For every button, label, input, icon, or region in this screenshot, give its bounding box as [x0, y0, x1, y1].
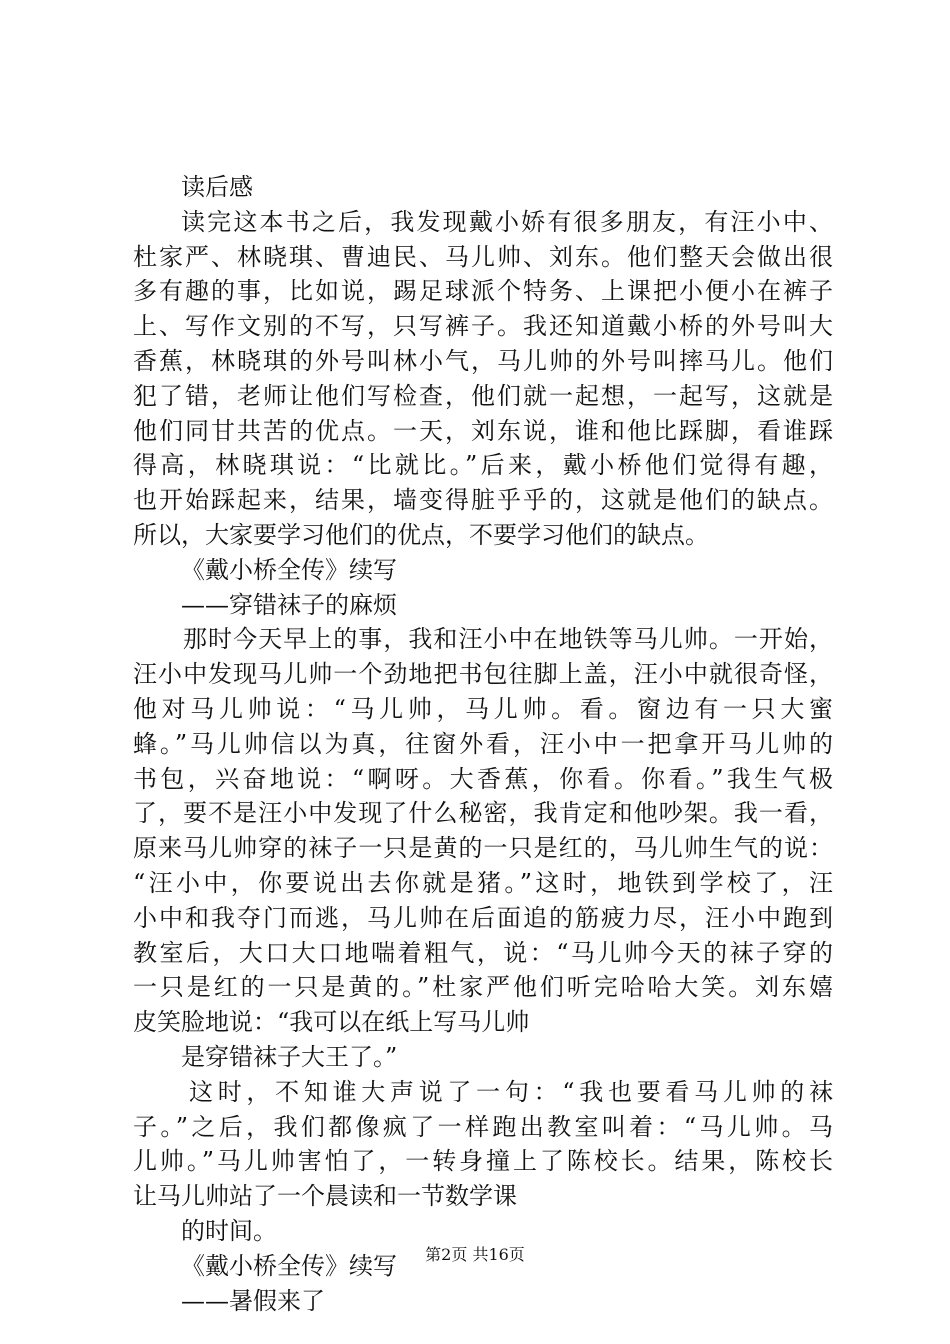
- section-subtitle: ——穿错袜子的麻烦: [181, 590, 397, 619]
- paragraph-line: 读完这本书之后，我发现戴小娇有很多朋友，有汪小中、: [181, 207, 833, 236]
- paragraph-line: 让马儿帅站了一个晨读和一节数学课: [133, 1182, 517, 1211]
- paragraph-line: 是穿错袜子大王了。”: [181, 1042, 398, 1071]
- paragraph-line: 香蕉，林晓琪的外号叫林小气，马儿帅的外号叫摔马儿。他们: [133, 346, 833, 375]
- page-number-footer: 第2页 共16页: [425, 1245, 525, 1264]
- paragraph-line: 汪小中发现马儿帅一个劲地把书包往脚上盖，汪小中就很奇怪，: [133, 660, 833, 689]
- document-body: [133, 170, 833, 1318]
- paragraph-line: 那时今天早上的事，我和汪小中在地铁等马儿帅。一开始，: [183, 625, 833, 654]
- paragraph-line: “汪小中，你要说出去你就是猪。”这时，地铁到学校了，汪: [133, 868, 833, 897]
- paragraph-line: 原来马儿帅穿的袜子一只是黄的一只是红的，马儿帅生气的说：: [133, 834, 833, 863]
- paragraph-line: 皮笑脸地说：“我可以在纸上写马儿帅: [133, 1008, 530, 1037]
- paragraph-line: 书包，兴奋地说：“啊呀。大香蕉，你看。你看。”我生气极: [133, 764, 833, 793]
- paragraph-line: 所以，大家要学习他们的优点，不要学习他们的缺点。: [133, 520, 709, 549]
- paragraph-line: 子。”之后，我们都像疯了一样跑出教室叫着：“马儿帅。马: [133, 1112, 833, 1141]
- paragraph-line: 多有趣的事，比如说，踢足球派个特务、上课把小便小在裤子: [133, 277, 833, 306]
- paragraph-line: 儿帅。”马儿帅害怕了，一转身撞上了陈校长。结果，陈校长: [133, 1147, 833, 1176]
- paragraph-line: 上、写作文别的不写，只写裤子。我还知道戴小桥的外号叫大: [133, 312, 833, 341]
- paragraph-line: 他们同甘共苦的优点。一天，刘东说，谁和他比踩脚，看谁踩: [133, 416, 833, 445]
- paragraph-line: 小中和我夺门而逃，马儿帅在后面追的筋疲力尽，汪小中跑到: [133, 903, 833, 932]
- paragraph-line: 得高，林晓琪说：“比就比。”后来，戴小桥他们觉得有趣，: [133, 451, 833, 480]
- paragraph-line: 这时，不知谁大声说了一句：“我也要看马儿帅的袜: [189, 1077, 833, 1106]
- paragraph-line: 的时间。: [181, 1216, 277, 1245]
- section-title: 《戴小桥全传》续写: [181, 555, 397, 584]
- paragraph-line: 教室后，大口大口地喘着粗气，说：“马儿帅今天的袜子穿的: [133, 938, 833, 967]
- paragraph-line: 了，要不是汪小中发现了什么秘密，我肯定和他吵架。我一看，: [133, 799, 833, 828]
- paragraph-line: 他对马儿帅说：“马儿帅，马儿帅。看。窗边有一只大蜜: [133, 694, 833, 723]
- section-subtitle: ——暑假来了: [181, 1286, 325, 1315]
- paragraph-line: 蜂。”马儿帅信以为真，往窗外看，汪小中一把拿开马儿帅的: [133, 729, 833, 758]
- paragraph-line: 也开始踩起来，结果，墙变得脏乎乎的，这就是他们的缺点。: [133, 486, 833, 515]
- heading-reflection: 读后感: [181, 173, 253, 201]
- paragraph-line: 杜家严、林晓琪、曹迪民、马儿帅、刘东。他们整天会做出很: [133, 242, 833, 271]
- paragraph-line: 犯了错，老师让他们写检查，他们就一起想，一起写，这就是: [133, 381, 833, 410]
- section-title: 《戴小桥全传》续写: [181, 1251, 397, 1280]
- paragraph-line: 一只是红的一只是黄的。”杜家严他们听完哈哈大笑。刘东嬉: [133, 973, 833, 1002]
